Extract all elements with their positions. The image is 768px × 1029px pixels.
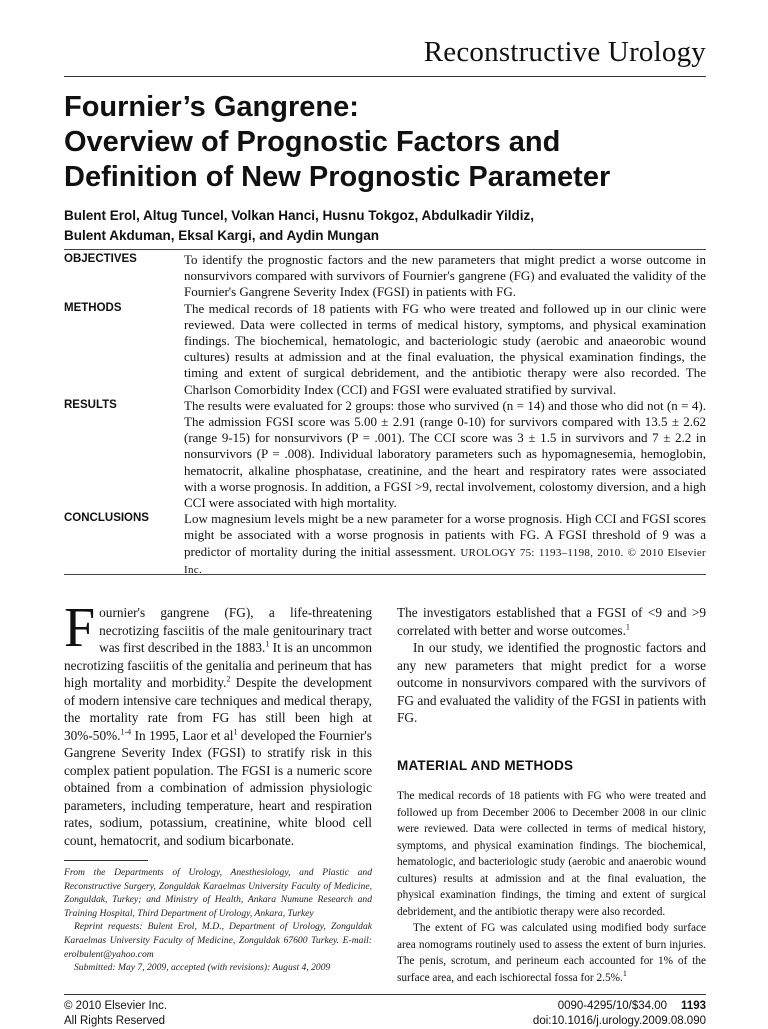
rights-text: All Rights Reserved: [64, 1015, 165, 1027]
copyright-text: © 2010 Elsevier Inc.: [64, 1000, 168, 1012]
body-left-column: [64, 597, 373, 849]
conclusions-text: Low magnesium levels might be a new parameter for a worse prognosis. High CCI and FGSI scores might be associated with a worse prognosis in patients with FG. A FGSI threshold of 9 was a predictor of mortality during the initial assessment.: [184, 511, 706, 559]
footer-copyright: [64, 999, 167, 1029]
doi-text: doi:10.1016/j.urology.2009.08.090: [532, 1015, 706, 1027]
title-line-2: Overview of Prognostic Factors and: [64, 126, 561, 158]
abstract-results: [64, 398, 706, 511]
results-label: RESULTS: [64, 398, 117, 411]
results-text: The results were evaluated for 2 groups: those who survived (n = 14) and those who did not (n = 4). The admission FGSI score was 5.00 ± 2.91 (range 0-10) for survivors compared with 13.5 ± 2.62 (range 9-15) for nonsurvivors (P = .001). The CCI score was 3 ± 1.5 in survivors and 7 ± 2.2 in nonsurvivors (P = .008). Individual laboratory parameters such as hypomagnesemia, hemoglobin, hematocrit, alkaline phosphatase, creatinine, and the heart and respiratory rates were associated with a worse prognosis. In addition, a FGSI >9, rectal involvement, colostomy diversion, and a high CCI were associated with high mortality.: [184, 397, 706, 511]
abstract-bottom-rule: [64, 574, 706, 575]
page-number: 1193: [681, 1000, 706, 1012]
author-list: [64, 206, 704, 246]
ref-sup: 1: [233, 727, 238, 737]
intro-text-b: It is an uncommon necrotizing fasciitis of the genitalia and perineum that has high mortality and morbidity.: [64, 640, 373, 690]
extent-paragraph: [397, 920, 706, 986]
objectives-text: To identify the prognostic factors and the new parameters that might predict a worse outcome in nonsurvivors compared with survivors of Fournier's gangrene (FG) and evaluated the validity of the Fournier's Gangrene Severity Index (FGSI) in patients with FG.: [184, 252, 706, 300]
header-rule: [64, 76, 706, 77]
article-title: [64, 90, 704, 195]
conclusions-block: [184, 511, 706, 578]
objectives-label: OBJECTIVES: [64, 253, 137, 265]
ref-sup: 1: [622, 968, 627, 978]
submitted-footnote: Submitted: May 7, 2009, accepted (with revisions): August 4, 2009: [74, 962, 331, 974]
threshold-text: The investigators established that a FGSI of <9 and >9 correlated with better and worse outcomes.: [397, 605, 706, 638]
intro-text-e: developed the Fournier's Gangrene Severity Index (FGSI) to stratify risk in this complex patient population. The FGSI is a numeric score obtained from a combination of admission physiologic parameters, including temperature, heart and respiration rates, sodium, potassium, creatinine, white blood cell count, hematocrit, and sodium bicarbonate.: [64, 727, 372, 848]
abstract-objectives: [64, 252, 706, 301]
title-line-1: Fournier’s Gangrene:: [64, 91, 359, 123]
ref-sup: 1: [625, 622, 630, 632]
footer-publication-info: [533, 999, 706, 1029]
ref-sup: 2: [226, 674, 231, 684]
authors-line-1: Bulent Erol, Altug Tuncel, Volkan Hanci, Husnu Tokgoz, Abdulkadir Yildiz,: [64, 208, 535, 223]
ref-sup: 1-4: [120, 727, 132, 737]
section-heading-methods: MATERIAL AND METHODS: [397, 757, 574, 773]
reprint-footnote: Reprint requests: Bulent Erol, M.D., Department of Urology, Zonguldak Karaelmas University Faculty of Medicine, Zonguldak 67600 Turkey. E-mail: erolbulent@yahoo.com: [64, 921, 372, 960]
abstract-citation: UROLOGY 75: 1193–1198, 2010. © 2010 Elsevier Inc.: [184, 546, 706, 576]
intro-text-a: ournier's gangrene (FG), a life-threatening necrotizing fasciitis of the male genitourinary tract was first described in the 1883.: [99, 605, 372, 655]
intro-text-d: In 1995, Laor et al: [131, 727, 234, 743]
intro-paragraph: [64, 597, 373, 849]
journal-section-title: Reconstructive Urology: [423, 36, 706, 68]
extent-text: The extent of FG was calculated using modified body surface area nomograms routinely used to assess the extent of burn injuries. The penis, scrotum, and perineum each accounted for 1% of the surface area, and each ischiorectal fossa for 2.5%.: [397, 922, 706, 984]
affiliations-footnote: From the Departments of Urology, Anesthesiology, and Plastic and Reconstructive Surgery, Zonguldak Karaelmas University Faculty of Medicine, Zonguldak, Turkey; and Ministry of Health, Ankara Numune Research and Training Hospital, Third Department of Urology, Ankara, Turkey: [64, 867, 372, 919]
abstract-conclusions: [64, 511, 706, 578]
abstract: [64, 252, 706, 578]
drop-cap: F: [64, 597, 96, 659]
ref-sup: 1: [265, 639, 270, 649]
abstract-top-rule: [64, 249, 706, 250]
title-line-3: Definition of New Prognostic Parameter: [64, 161, 611, 193]
methods-text: The medical records of 18 patients with FG who were treated and followed up in our clinic were reviewed. Data were collected in terms of medical history, symptoms, and physical examination findings. The biochemical, hematologic, and bacteriologic study (aerobic and anaeorobic wound cultures) results at admission and at the final evaluation, the physical examination findings, the timing and extent of surgical debridement, and the antibiotic therapy were also recorded. The Charlson Comorbidity Index (CCI) and FGSI were evaluated stratified by survival.: [184, 300, 706, 397]
conclusions-label: CONCLUSIONS: [64, 512, 149, 525]
body-right-column: [397, 604, 706, 986]
footer-rule: [64, 994, 706, 995]
study-aim-paragraph: In our study, we identified the prognostic factors and any new parameters that might predict for a worse outcome in nonsurvivors compared with the survivors of FG and evaluated the validity of the FGSI in patients with FG.: [397, 640, 706, 725]
methods-paragraph: The medical records of 18 patients with FG who were treated and followed up from December 2006 to December 2008 in our clinic were reviewed. Data were collected in terms of medical history, symptoms, and physical examination findings. The biochemical, hematologic, and bacteriologic study (aerobic and anaerobic wound cultures) results at admission and at the final evaluation, the physical examination findings, the timing and extent of surgical debridement, and the antibiotic therapy were also recorded.: [397, 790, 706, 918]
footnote-rule: [64, 860, 148, 861]
fgsi-threshold-paragraph: [397, 604, 706, 639]
abstract-methods: [64, 301, 706, 398]
intro-text-c: Despite the development of modern intensive care techniques and medical therapy, the mortality rate from FG has still been high at 30%-50%.: [64, 675, 373, 743]
authors-line-2: Bulent Akduman, Eksal Kargi, and Aydin Mungan: [64, 228, 380, 243]
methods-label: METHODS: [64, 301, 122, 314]
issn-price: 0090-4295/10/$34.00: [557, 1000, 668, 1012]
footnotes: [64, 866, 372, 975]
